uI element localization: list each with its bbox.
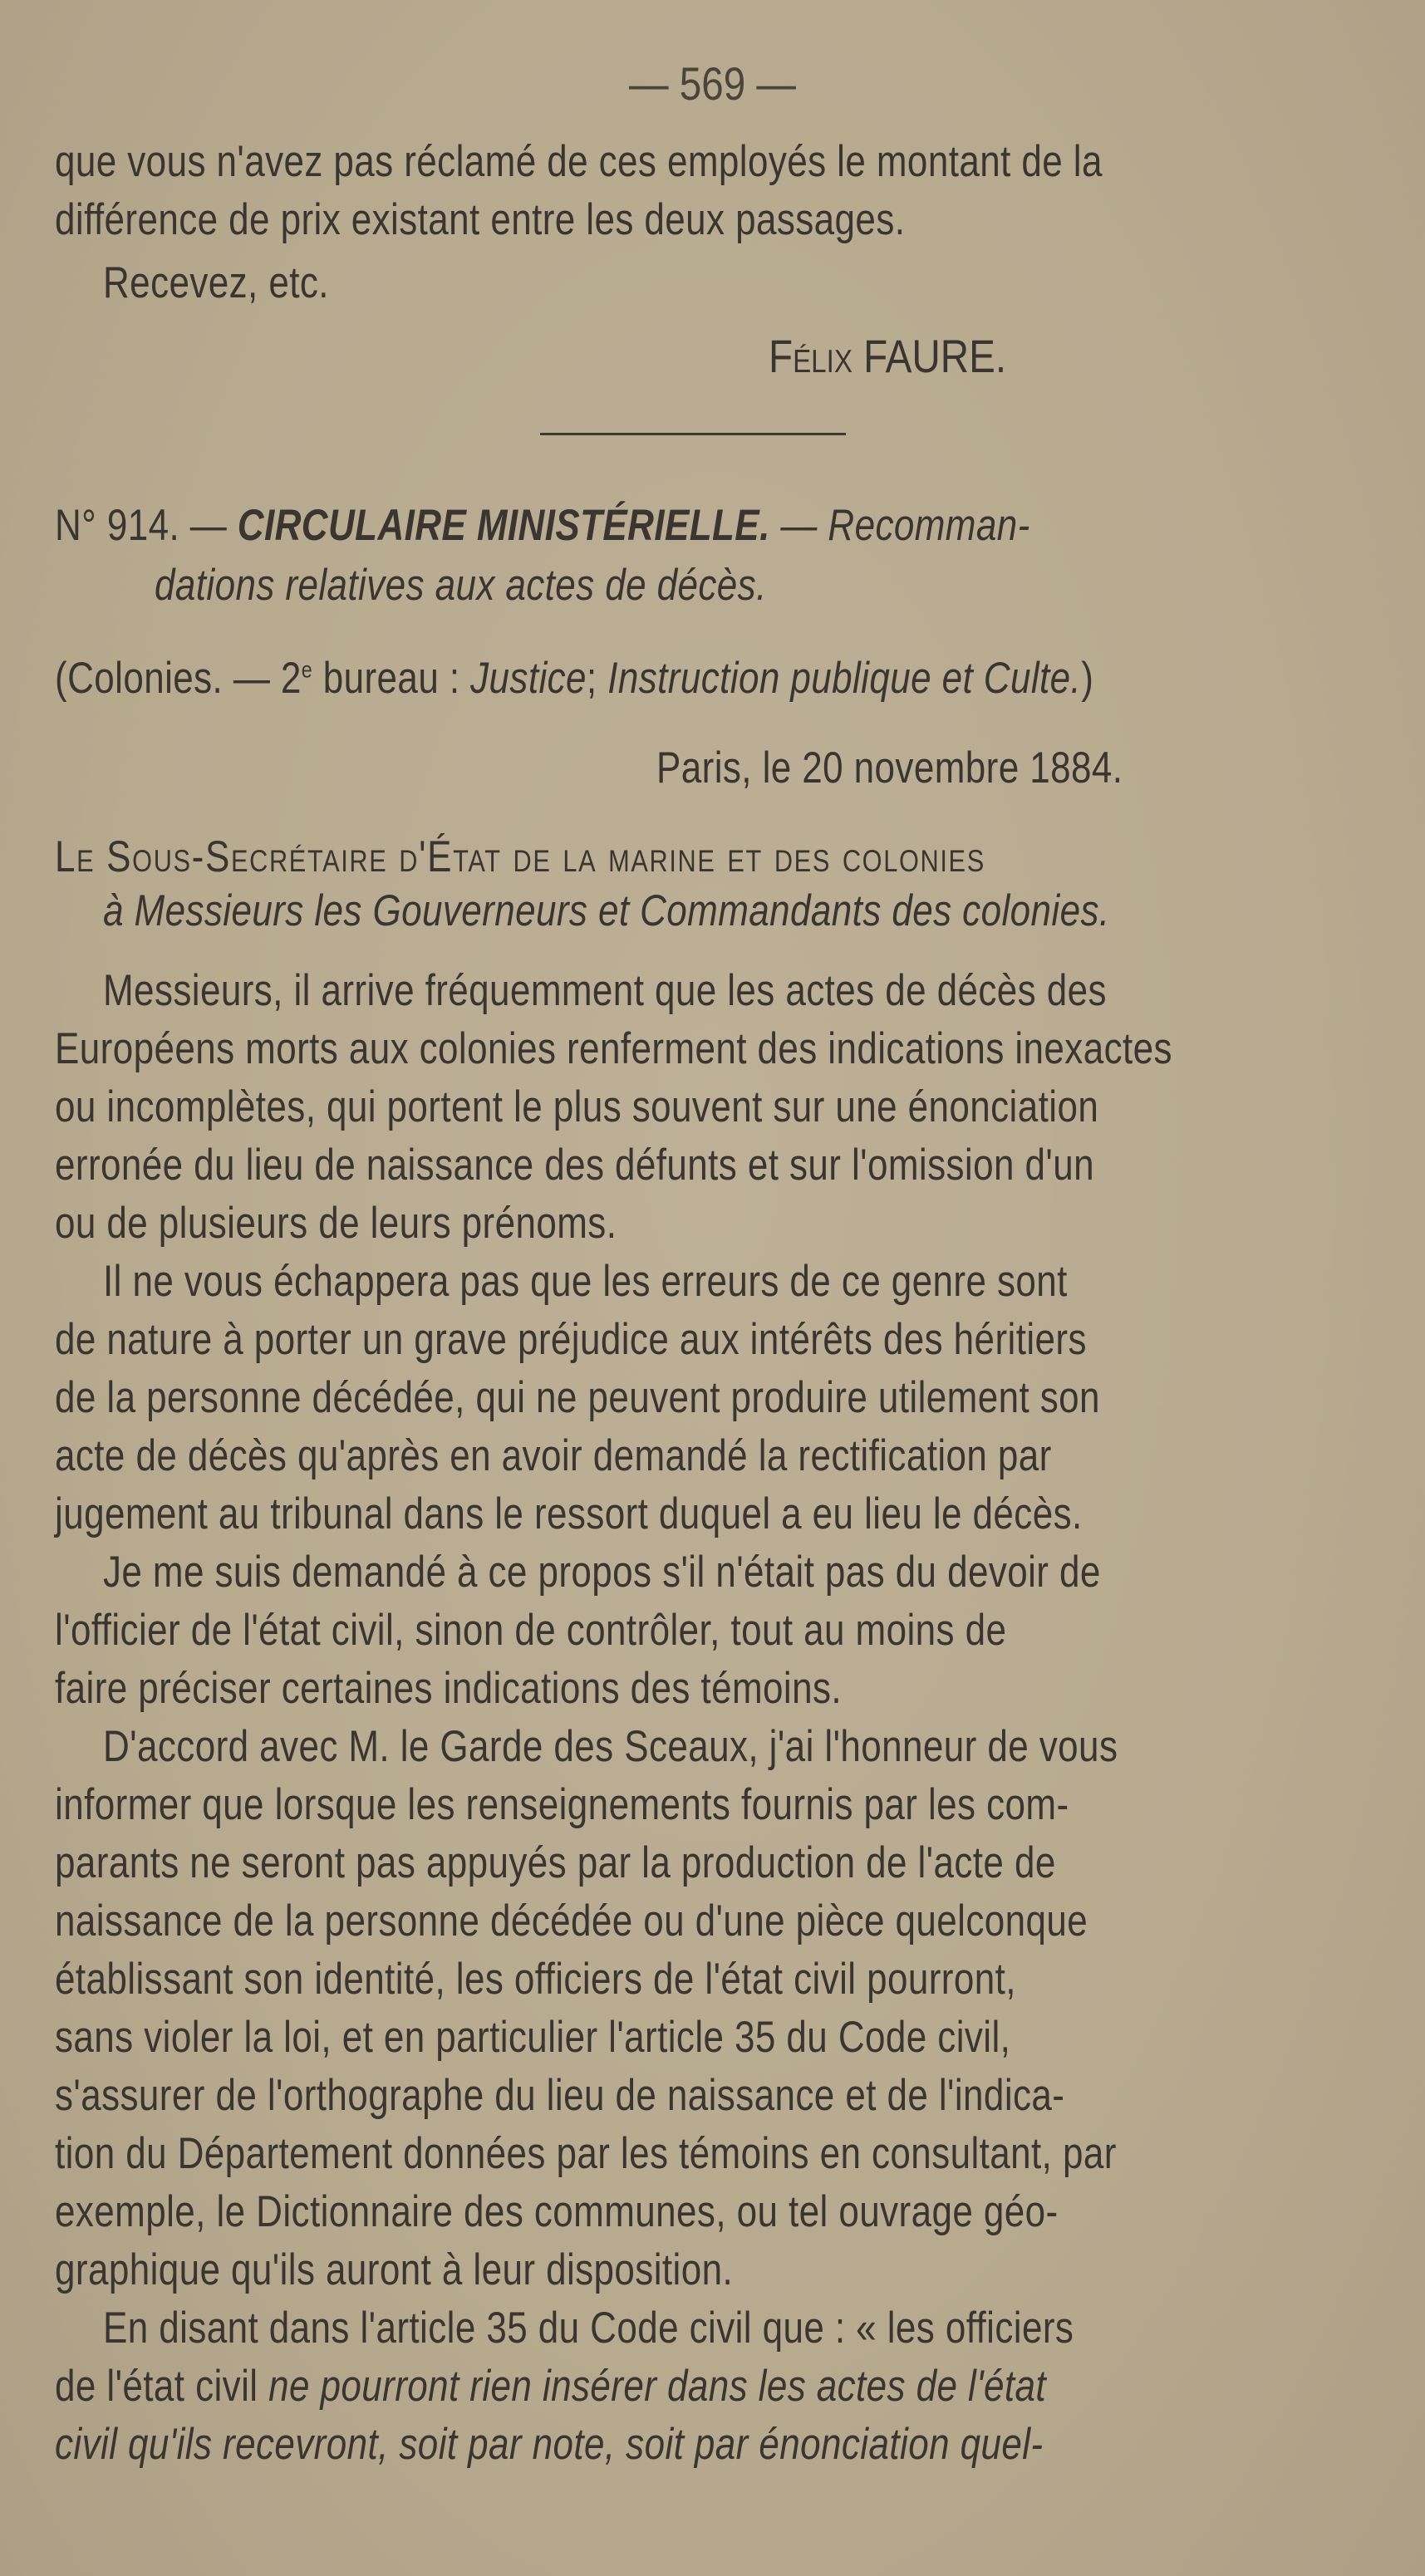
signature: Félix FAURE. [769,330,1007,382]
circular-heading [55,501,1030,550]
intro-line-2: différence de prix existant entre les deux passages. [55,195,906,244]
circular-subtitle: dations relatives aux actes de décès. [155,561,767,610]
p3-line-1: Je me suis demandé à ce propos s'il n'était pas du devoir de [103,1548,1101,1597]
p1-line-1: Messieurs, il arrive fréquemment que les actes de décès des [103,966,1107,1015]
section-divider [540,433,846,435]
dept-close: ) [1081,654,1094,703]
page-number: — 569 — [628,57,797,110]
dept-justice: Justice [470,654,587,703]
dept-open: (Colonies. — 2 [55,654,302,703]
intro-line-1: que vous n'avez pas réclamé de ces employés le montant de la [55,137,1103,186]
p3-line-3: faire préciser certaines indications des témoins. [55,1664,843,1713]
p5-line-3: civil qu'ils recevront, soit par note, soit par énonciation quel- [55,2420,1044,2469]
p1-line-4: erronée du lieu de naissance des défunts et sur l'omission d'un [55,1141,1094,1190]
p4-line-10: graphique qu'ils auront à leur disposition. [55,2245,734,2294]
dept-instruction: Instruction publique et Culte. [607,654,1082,703]
p2-line-1: Il ne vous échappera pas que les erreurs de ce genre sont [103,1257,1068,1306]
intro-closing: Recevez, etc. [103,258,329,307]
p4-line-2: informer que lorsque les renseignements fournis par les com- [55,1780,1069,1829]
date-line: Paris, le 20 novembre 1884. [656,743,1123,792]
p4-line-3: parants ne seront pas appuyés par la production de l'acte de [55,1838,1056,1887]
p4-line-4: naissance de la personne décédée ou d'une pièce quelconque [55,1896,1088,1945]
p2-line-2: de nature à porter un grave préjudice aux intérêts des héritiers [55,1315,1087,1364]
circular-subtitle-lead: — Recomman- [769,501,1030,550]
p2-line-4: acte de décès qu'après en avoir demandé la rectification par [55,1431,1052,1480]
circular-dash: — [179,501,238,550]
p3-line-2: l'officier de l'état civil, sinon de contrôler, tout au moins de [55,1606,1007,1655]
p1-line-2: Européens morts aux colonies renferment des indications inexactes [55,1024,1172,1073]
p4-line-8: tion du Département données par les témoins en consultant, par [55,2129,1117,2178]
p4-line-6: sans violer la loi, et en particulier l'article 35 du Code civil, [55,2013,1011,2062]
p4-line-1: D'accord avec M. le Garde des Sceaux, j'ai l'honneur de vous [103,1722,1118,1771]
p2-line-3: de la personne décédée, qui ne peuvent produire utilement son [55,1373,1100,1422]
p2-line-5: jugement au tribunal dans le ressort duquel a eu lieu le décès. [55,1489,1083,1538]
sender-line: Le Sous-Secrétaire d'État de la marine et des colonies [55,832,985,881]
circular-title: CIRCULAIRE MINISTÉRIELLE. [237,501,770,550]
p5-line-2 [55,2362,1047,2411]
p5-line-1: En disant dans l'article 35 du Code civil que : « les officiers [103,2304,1074,2353]
circular-number: N° 914. [55,501,180,550]
dept-sup: e [301,656,313,683]
dept-bureau: bureau : [312,654,471,703]
p1-line-3: ou incomplètes, qui portent le plus souvent sur une énonciation [55,1082,1099,1131]
p5-line-2-roman: de l'état civil [55,2362,269,2411]
p4-line-7: s'assurer de l'orthographe du lieu de naissance et de l'indica- [55,2071,1065,2120]
p4-line-9: exemple, le Dictionnaire des communes, ou tel ouvrage géo- [55,2187,1059,2236]
dept-semi: ; [586,654,608,703]
p4-line-5: établissant son identité, les officiers de l'état civil pourront, [55,1955,1016,2004]
recipient-line: à Messieurs les Gouverneurs et Commandants des colonies. [103,886,1110,935]
p5-line-2-italic: ne pourront rien insérer dans les actes de l'état [268,2362,1047,2411]
department-line [55,654,1094,703]
p1-line-5: ou de plusieurs de leurs prénoms. [55,1199,617,1248]
